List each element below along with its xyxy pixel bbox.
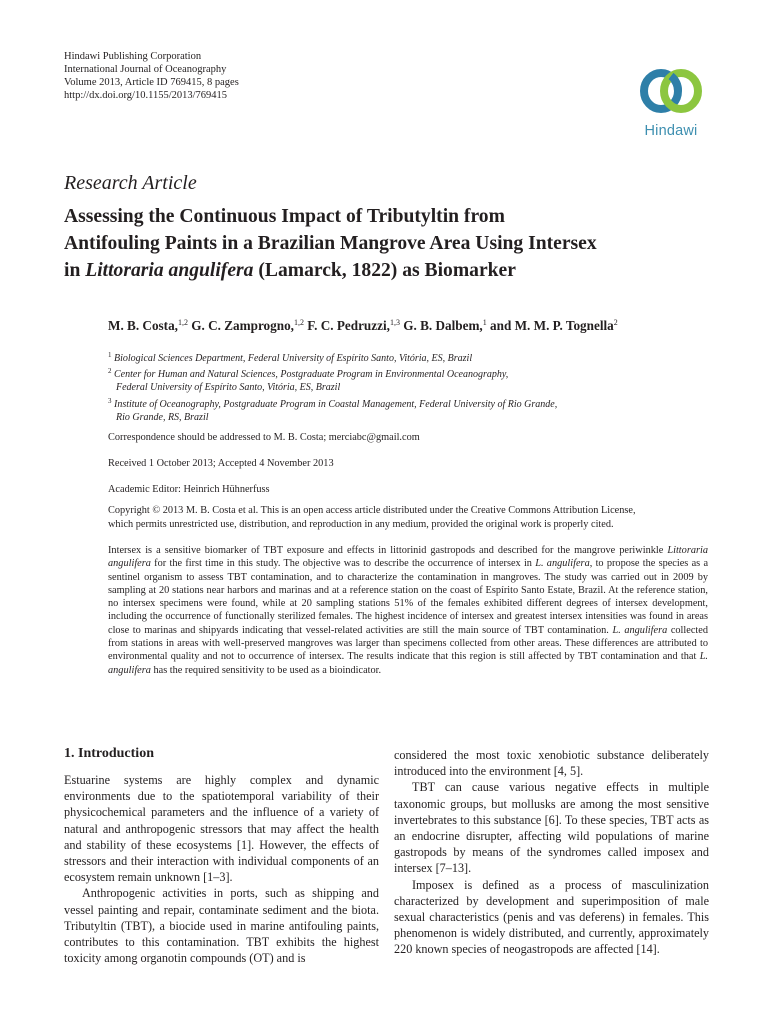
hindawi-logo [626,62,716,142]
title-line-3: in Littoraria angulifera (Lamarck, 1822) as Biomarker [64,260,516,281]
volume-info: Volume 2013, Article ID 769415, 8 pages [64,77,239,88]
academic-editor: Academic Editor: Heinrich Hühnerfuss [108,484,270,495]
received-dates: Received 1 October 2013; Accepted 4 November 2013 [108,458,334,469]
affiliation-3: $^3$ Institute of Oceanography, Postgraduate Program in Coastal Management, Federal University of Rio Grande, [108,396,558,410]
author: G. B. Dalbem, [399,318,483,333]
affiliations [108,349,708,424]
author-list: M. B. Costa,$^{1,2}$ G. C. Zamprogno,$^{1,2}$ F. C. Pedruzzi,$^{1,3}$ G. B. Dalbem,$^1$ and M. M. P. Tognella$^2$ [108,318,618,333]
correspondence: Correspondence should be addressed to M. B. Costa; merciabc@gmail.com [108,432,420,443]
body-paragraph: Anthropogenic activities in ports, such as shipping and vessel painting and repair, contaminate sediment and the biota. Tributyltin (TBT), a biocide used in marine antifouling paints, contributes to this contamination. TBT exhibits the highest toxicity among organotin compounds (OT) and is [64,886,379,966]
author: M. B. Costa, [108,318,178,333]
author: F. C. Pedruzzi, [303,318,390,333]
body-paragraph: Imposex is defined as a process of masculinization characterized by development and superimposition of male sexual characteristics (penis and vas deferens) in females. This phenomenon is widely distributed, and currently, approximately 220 known species of neogastropods are affected [14]. [394,877,709,957]
author: G. C. Zamprogno, [187,318,294,333]
doi-link[interactable]: http://dx.doi.org/10.1155/2013/769415 [64,90,228,101]
author: and M. M. P. Tognella [486,318,614,333]
title-line-2: Antifouling Paints in a Brazilian Mangrove Area Using Intersex [64,233,597,254]
copyright-license [108,504,708,531]
species-name: Littoraria angulifera [85,260,254,281]
body-paragraph: TBT can cause various negative effects in multiple taxonomic groups, but mollusks are among the most sensitive invertebrates to this substance [6]. To these species, TBT acts as an endocrine disrupter, affecting wild populations of marine gastropods by means of the syndromes called imposex and intersex [7–13]. [394,780,709,876]
logo-wordmark: Hindawi [644,123,698,139]
body-paragraph: considered the most toxic xenobiotic substance deliberately introduced into the environment [4, 5]. [394,748,709,779]
left-column [64,745,379,966]
body-paragraph: Estuarine systems are highly complex and dynamic environments due to the spatiotemporal variability of their physicochemical parameters and the influence of a variety of natural and anthropogenic stressors that may affect the health and stability of these ecosystems [1]. However, the effects of stressors and their interaction with individual components of an ecosystem remain unknown [1–3]. [64,773,379,885]
journal-name: International Journal of Oceanography [64,64,227,75]
right-column [394,747,709,958]
journal-header [64,50,239,102]
section-heading: 1. Introduction [64,746,154,761]
article-title [64,203,724,284]
affiliation-2: $^2$ Center for Human and Natural Sciences, Postgraduate Program in Environmental Oceanography, [108,367,509,381]
affiliation-2-cont: Federal University of Espírito Santo, Vitória, ES, Brazil [116,382,341,394]
publisher-name: Hindawi Publishing Corporation [64,51,202,62]
license-line-2: which permits unrestricted use, distribution, and reproduction in any medium, provided the original work is properly cited. [108,518,614,530]
affiliation-3-cont: Rio Grande, RS, Brazil [116,411,209,423]
article-type: Research Article [64,172,197,194]
hindawi-rings-icon [636,62,706,120]
abstract: Intersex is a sensitive biomarker of TBT exposure and effects in littorinid gastropods and described for the mangrove periwinkle Littoraria angulifera for the first time in this study. The objective was to describe the occurrence of intersex in L. angulifera, to propose the species as a sentinel organism to assess TBT contamination, and to characterize the contamination in mangroves. The study was carried out in 2009 by sampling at 20 stations near harbors and marinas and at a reference station on the coast of Espírito Santo Estate, Brazil. At the reference station, no intersex specimens were found, while at 20 sampling stations 51% of the females exhibited different degrees of intersex development, including the occurrence of functionally sterilized females. The highest incidence of intersex and greatest intersex intensities was found in areas close to marinas and shipyards indicating that vessel-related activities are still the main source of TBT contamination. L. angulifera collected from stations in areas with well-preserved mangroves was larger than specimens collected from other areas. These differences are attributed to environmental quality and not to occurrence of intersex. The results indicate that this region is still affected by TBT contamination and that L. angulifera has the required sensitivity to be used as a bioindicator. [108,545,709,676]
license-line-1: Copyright © 2013 M. B. Costa et al. This is an open access article distributed under the Creative Commons Attribution License, [108,505,636,516]
affiliation-1: $^1$ Biological Sciences Department, Federal University of Espírito Santo, Vitória, ES, Brazil [108,351,473,364]
title-line-1: Assessing the Continuous Impact of Tributyltin from [64,206,505,227]
